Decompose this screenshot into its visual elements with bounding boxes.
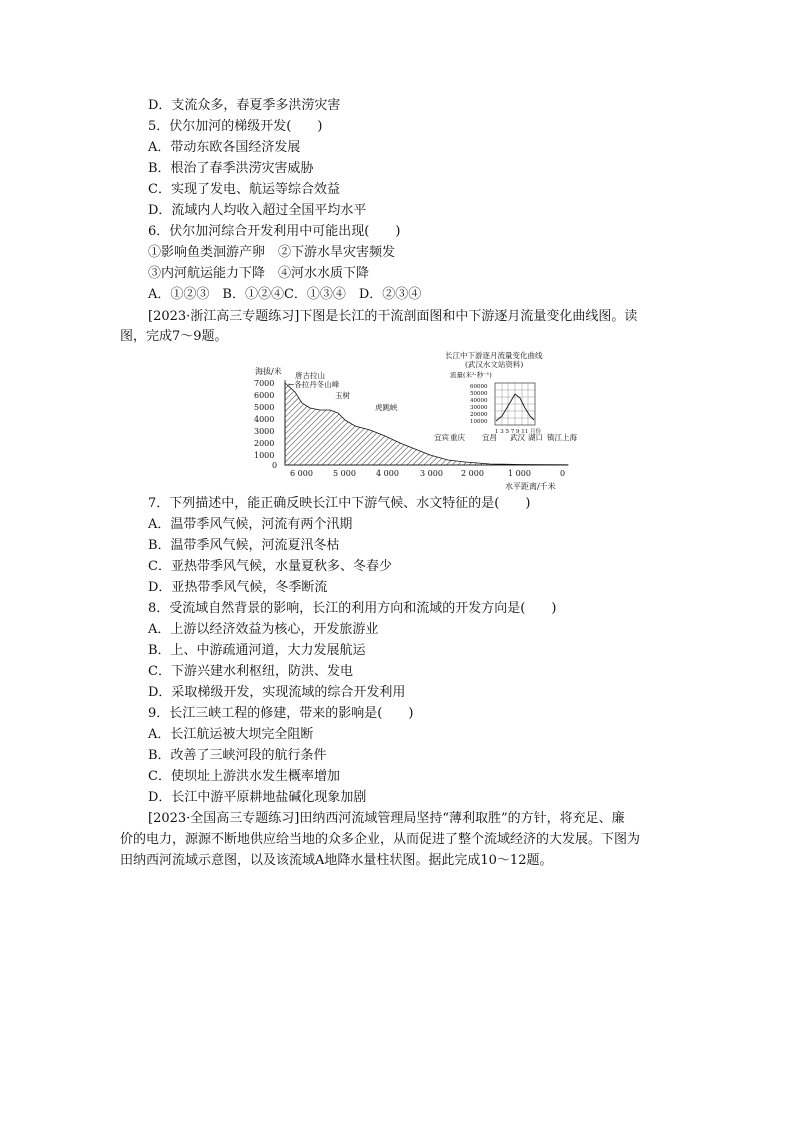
inset-title: 长江中下游逐月流量变化曲线 — [445, 351, 543, 360]
passage-7-9-line1: [2023·浙江高三专题练习]下图是长江的干流剖面图和中下游逐月流量变化曲线图。读 — [148, 309, 638, 324]
profile-y-label: 海拔/米 — [255, 367, 282, 376]
y-tick-7000: 7000 — [254, 379, 275, 388]
label-hukou: 湖口 — [528, 433, 543, 442]
y-tick-1000: 1000 — [254, 451, 275, 460]
label-geladandong: ←各拉丹冬山峰 — [288, 380, 340, 389]
inset-y-60000: 60000 — [470, 384, 488, 390]
inset-subtitle: (武汉水文站资料) — [465, 360, 524, 369]
y-tick-0: 0 — [272, 461, 278, 470]
option-9c: C．使坝址上游洪水发生概率增加 — [148, 769, 340, 784]
label-shanghai: 上海 — [562, 433, 577, 442]
label-yushu: 玉树 — [335, 391, 350, 400]
question-6: 6．伏尔加河综合开发利用中可能出现( ) — [148, 224, 401, 239]
label-wuhan: 武汉 — [510, 433, 525, 442]
inset-grid — [495, 383, 535, 425]
option-7a: A．温带季风气候，河流有两个汛期 — [148, 517, 353, 532]
inset-y-30000: 30000 — [470, 405, 488, 411]
question-7: 7．下列描述中，能正确反映长江中下游气候、水文特征的是( ) — [148, 496, 531, 511]
option-8b: B．上、中游疏通河道，大力发展航运 — [148, 643, 366, 658]
x-tick-5000: 5 000 — [333, 469, 356, 478]
label-yibin: 宜宾 — [434, 433, 449, 442]
yangtze-figure — [250, 350, 580, 492]
option-7d: D．亚热带季风气候，冬季断流 — [148, 580, 328, 595]
x-tick-4000: 4 000 — [376, 469, 399, 478]
y-tick-2000: 2000 — [254, 439, 275, 448]
option-5a: A．带动东欧各国经济发展 — [148, 140, 301, 155]
option-8a: A．上游以经济效益为核心，开发旅游业 — [148, 622, 379, 637]
inset-y-10000: 10000 — [470, 419, 488, 425]
elevation-profile — [285, 383, 568, 465]
y-tick-6000: 6000 — [254, 391, 275, 400]
y-tick-3000: 3000 — [254, 427, 275, 436]
option-5b: B．根治了春季洪涝灾害威胁 — [148, 161, 314, 176]
question-9: 9．长江三峡工程的修建，带来的影响是( ) — [148, 706, 414, 721]
option-9a: A．长江航运被大坝完全阻断 — [148, 727, 314, 742]
option-4d: D．支流众多，春夏季多洪涝灾害 — [148, 98, 341, 113]
label-hutiaoxia: 虎跳峡 — [375, 403, 398, 412]
inset-y-40000: 40000 — [470, 398, 488, 404]
x-tick-0: 0 — [560, 469, 566, 478]
passage-10-12-line2: 价的电力，源源不断地供应给当地的众多企业，从而促进了整个流域经济的大发展。下图为 — [120, 832, 641, 847]
passage-10-12-line1: [2023·全国高三专题练习]田纳西河流域管理局坚持“薄利取胜”的方针，将充足、廉 — [148, 811, 625, 826]
statements-6-a: ①影响鱼类洄游产卵 ②下游水旱灾害频发 — [148, 245, 396, 260]
label-zhenjiang: 镇江 — [547, 433, 562, 442]
x-tick-3000: 3 000 — [420, 469, 443, 478]
inset-y-label: 流量(米³·秒⁻¹) — [450, 371, 492, 379]
statements-6-b: ③内河航运能力下降 ④河水水质下降 — [148, 266, 370, 281]
option-9d: D．长江中游平原耕地盐碱化现象加剧 — [148, 790, 367, 805]
y-tick-4000: 4000 — [254, 415, 275, 424]
x-tick-2000: 2 000 — [461, 469, 484, 478]
label-chongqing: 重庆 — [450, 433, 465, 442]
option-9b: B．改善了三峡河段的航行条件 — [148, 748, 327, 763]
question-8: 8．受流域自然背景的影响，长江的利用方向和流域的开发方向是( ) — [148, 601, 557, 616]
option-7b: B．温带季风气候，河流夏汛冬枯 — [148, 538, 340, 553]
option-8c: C．下游兴建水利枢纽，防洪、发电 — [148, 664, 353, 679]
options-6: A．①②③ B．①②④C．①③④ D．②③④ — [148, 287, 422, 302]
question-5: 5．伏尔加河的梯级开发( ) — [148, 119, 323, 134]
profile-x-label: 水平距离/千米 — [505, 482, 556, 491]
label-yichang: 宜昌 — [482, 433, 497, 442]
option-5c: C．实现了发电、航运等综合效益 — [148, 182, 340, 197]
x-tick-6000: 6 000 — [290, 469, 313, 478]
inset-y-20000: 20000 — [470, 412, 488, 418]
option-7c: C．亚热带季风气候，水量夏秋多、冬春少 — [148, 559, 392, 574]
passage-10-12-line3: 田纳西河流域示意图，以及该流域A地降水量柱状图。据此完成10～12题。 — [120, 853, 553, 868]
option-5d: D．流域内人均收入超过全国平均水平 — [148, 203, 367, 218]
label-tanggula: 唐古拉山 — [295, 371, 325, 380]
x-tick-1000: 1 000 — [508, 469, 531, 478]
option-8d: D．采取梯级开发，实现流域的综合开发利用 — [148, 685, 406, 700]
inset-x-ticks: 1 3 5 7 9 11 月份 — [495, 429, 541, 435]
passage-7-9-line2: 图，完成7～9题。 — [120, 329, 228, 344]
y-tick-5000: 5000 — [254, 403, 275, 412]
inset-y-50000: 50000 — [470, 391, 488, 397]
